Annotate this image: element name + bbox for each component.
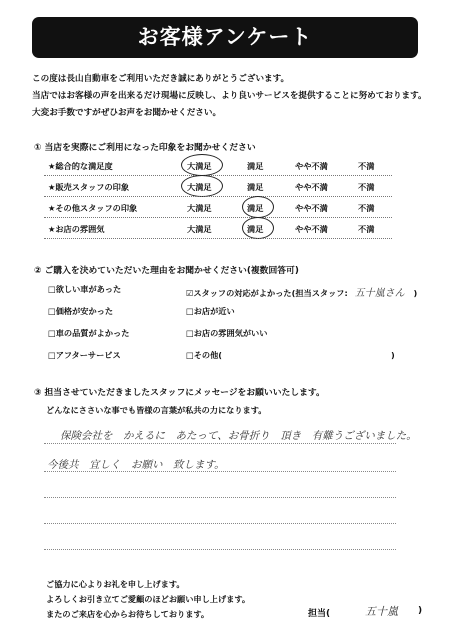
q1-option-very-satisfied: 大満足 xyxy=(187,224,212,234)
q1-option-somewhat-unsatisfied: やや不満 xyxy=(295,161,328,171)
q3-heading: ③ 担当させていただきましたスタッフにメッセージをお願いいたします。 xyxy=(34,388,325,398)
staff-close: ) xyxy=(418,606,423,616)
row-divider xyxy=(44,217,392,218)
q2-option-other-close: ) xyxy=(391,350,395,360)
q1-option-very-satisfied: 大満足 xyxy=(187,203,212,213)
q2-option-low-price: □価格が安かった xyxy=(48,306,114,316)
q1-option-somewhat-unsatisfied: やや不満 xyxy=(295,203,328,213)
q1-option-very-satisfied: 大満足 xyxy=(187,182,212,192)
writing-line xyxy=(44,497,396,498)
hand-drawn-circle-icon xyxy=(242,217,274,239)
q2-option-other: □その他( xyxy=(186,350,223,360)
q1-option-unsatisfied: 不満 xyxy=(358,224,375,234)
q2-heading: ② ご購入を決めていただいた理由をお聞かせください(複数回答可) xyxy=(34,266,299,276)
handwritten-staff-name: 五十嵐さん xyxy=(354,288,405,299)
q2-option-near: □お店が近い xyxy=(186,306,235,316)
writing-line xyxy=(44,549,396,550)
q1-option-satisfied: 満足 xyxy=(247,224,264,234)
row-divider xyxy=(44,196,392,197)
intro-line-1: この度は長山自動車をご利用いただき誠にありがとうございます。 xyxy=(32,74,290,84)
hand-drawn-circle-icon xyxy=(181,154,223,176)
q1-option-satisfied: 満足 xyxy=(247,161,264,171)
q1-row-label: ★お店の雰囲気 xyxy=(48,224,105,234)
q1-option-somewhat-unsatisfied: やや不満 xyxy=(295,224,328,234)
q1-row-label: ★販売スタッフの印象 xyxy=(48,182,130,192)
writing-line xyxy=(44,443,396,444)
hand-drawn-circle-icon xyxy=(181,175,223,197)
q1-option-unsatisfied: 不満 xyxy=(358,182,375,192)
q2-option-atmosphere: □お店の雰囲気がいい xyxy=(186,328,268,338)
writing-line xyxy=(44,523,396,524)
q2-option-quality: □車の品質がよかった xyxy=(48,328,130,338)
q2-option-wanted-car: □欲しい車があった xyxy=(48,284,122,294)
q1-option-unsatisfied: 不満 xyxy=(358,203,375,213)
intro-line-3: 大変お手数ですがぜひお声をお聞かせください。 xyxy=(32,108,222,118)
q2-option-after-service: □アフターサービス xyxy=(48,350,121,360)
q1-option-satisfied: 満足 xyxy=(247,203,264,213)
q1-option-unsatisfied: 不満 xyxy=(358,161,375,171)
q2-option-staff-response xyxy=(186,284,417,299)
q1-heading: ① 当店を実際にご利用になった印象をお聞かせください xyxy=(34,143,256,153)
staff-label: 担当( xyxy=(308,609,331,619)
q1-row-label: ★総合的な満足度 xyxy=(48,161,113,171)
footer-line-2: よろしくお引き立てご愛顧のほどお願い申し上げます。 xyxy=(46,594,251,604)
survey-title: お客様アンケート xyxy=(32,17,418,58)
q1-option-somewhat-unsatisfied: やや不満 xyxy=(295,182,328,192)
intro-line-2: 当店ではお客様の声を出来るだけ現場に反映し、より良いサービスを提供することに努めております。 xyxy=(32,91,427,101)
q2-option-staff-label: ☑スタッフの対応がよかった(担当スタッフ: xyxy=(186,288,348,298)
q2-option-staff-close: ) xyxy=(413,288,418,298)
handwritten-staff-name: 五十嵐 xyxy=(365,605,398,618)
q1-option-very-satisfied: 大満足 xyxy=(187,161,212,171)
footer-line-1: ご協力に心よりお礼を申し上げます。 xyxy=(46,579,185,589)
handwritten-message-line-2: 今後共 宜しく お願い 致します。 xyxy=(47,459,225,471)
handwritten-message-line-1: 保険会社を かえるに あたって、お骨折り 頂き 有難うございました。 xyxy=(60,430,417,442)
writing-line xyxy=(44,471,396,472)
row-divider xyxy=(44,238,392,239)
hand-drawn-circle-icon xyxy=(242,196,274,218)
q1-option-satisfied: 満足 xyxy=(247,182,264,192)
q3-subheading: どんなにささいな事でも皆様の言葉が私共の力になります。 xyxy=(46,405,267,415)
footer-line-3: またのご来店を心からお待ちしております。 xyxy=(46,609,210,619)
row-divider xyxy=(44,175,392,176)
q1-row-label: ★その他スタッフの印象 xyxy=(48,203,138,213)
